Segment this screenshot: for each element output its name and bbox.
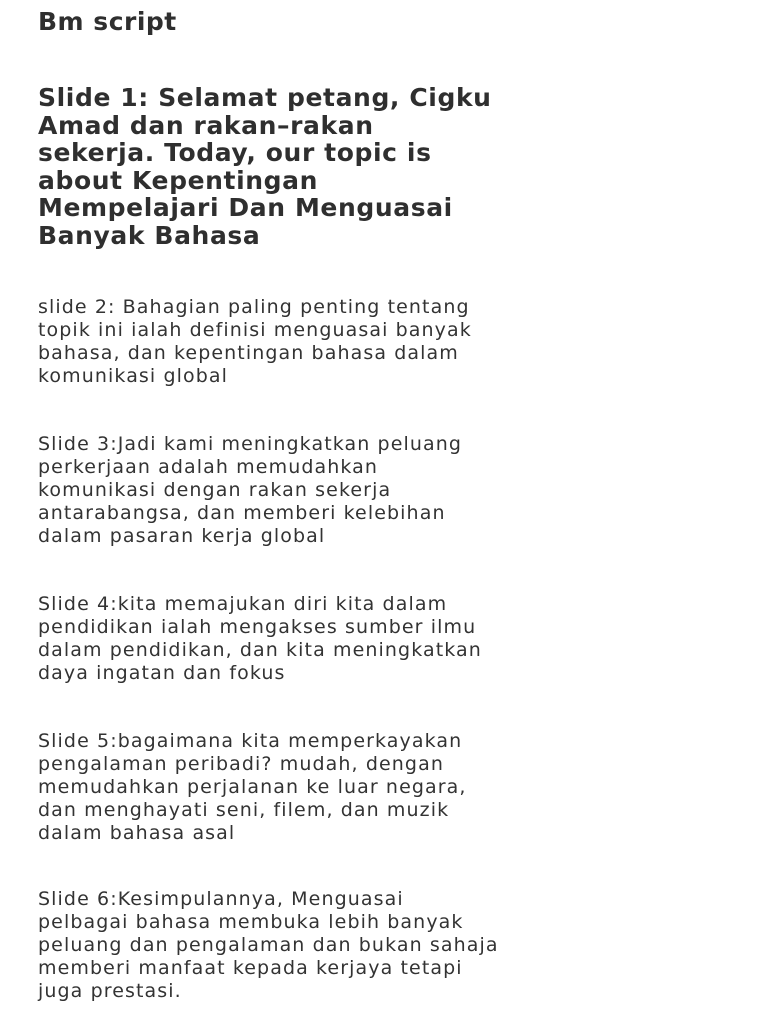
slide-4-line: pendidikan ialah mengakses sumber ilmu — [38, 616, 477, 638]
slide-3-line: antarabangsa, dan memberi kelebihan — [38, 502, 446, 524]
slide-1-line: Slide 1: Selamat petang, Cigku — [38, 83, 492, 112]
slide-3-line: perkerjaan adalah memudahkan — [38, 456, 379, 478]
slide-5-line: dan menghayati seni, filem, dan muzik — [38, 799, 450, 821]
slide-6-line: peluang dan pengalaman dan bukan sahaja — [38, 934, 499, 956]
slide-2-line: bahasa, dan kepentingan bahasa dalam — [38, 342, 459, 364]
slide-5-line: Slide 5:bagaimana kita memperkayakan — [38, 730, 463, 752]
slide-2-line: topik ini ialah definisi menguasai banyak — [38, 319, 472, 341]
slide-1-line: Banyak Bahasa — [38, 220, 261, 250]
slide-5-line: memudahkan perjalanan ke luar negara, — [38, 776, 467, 798]
slide-4-paragraph — [38, 593, 748, 685]
slide-3-line: dalam pasaran kerja global — [38, 525, 326, 547]
slide-3-line: Slide 3:Jadi kami meningkatkan peluang — [38, 433, 463, 455]
slide-3-line: komunikasi dengan rakan sekerja — [38, 479, 392, 501]
slide-1-line: Amad dan rakan–rakan — [38, 110, 374, 140]
slide-3-paragraph — [38, 433, 748, 548]
slide-1-line: about Kepentingan — [38, 165, 319, 195]
slide-1-heading — [38, 84, 738, 249]
slide-5-paragraph — [38, 730, 748, 845]
slide-1-line: Mempelajari Dan Menguasai — [38, 193, 453, 222]
slide-2-line: slide 2: Bahagian paling penting tentang — [38, 296, 470, 318]
slide-6-paragraph — [38, 888, 748, 1003]
slide-2-line: komunikasi global — [38, 365, 228, 387]
slide-5-line: dalam bahasa asal — [38, 822, 236, 844]
document-title: Bm script — [38, 7, 177, 36]
slide-6-line: Slide 6:Kesimpulannya, Menguasai — [38, 888, 404, 910]
slide-6-line: juga prestasi. — [38, 980, 182, 1002]
slide-4-line: Slide 4:kita memajukan diri kita dalam — [38, 593, 448, 615]
slide-4-line: daya ingatan dan fokus — [38, 662, 286, 684]
slide-1-line: sekerja. Today, our topic is — [38, 138, 432, 167]
slide-5-line: pengalaman peribadi? mudah, dengan — [38, 753, 444, 775]
slide-6-line: pelbagai bahasa membuka lebih banyak — [38, 911, 464, 933]
slide-4-line: dalam pendidikan, dan kita meningkatkan — [38, 639, 482, 661]
slide-2-paragraph — [38, 296, 748, 388]
slide-6-line: memberi manfaat kepada kerjaya tetapi — [38, 957, 463, 979]
